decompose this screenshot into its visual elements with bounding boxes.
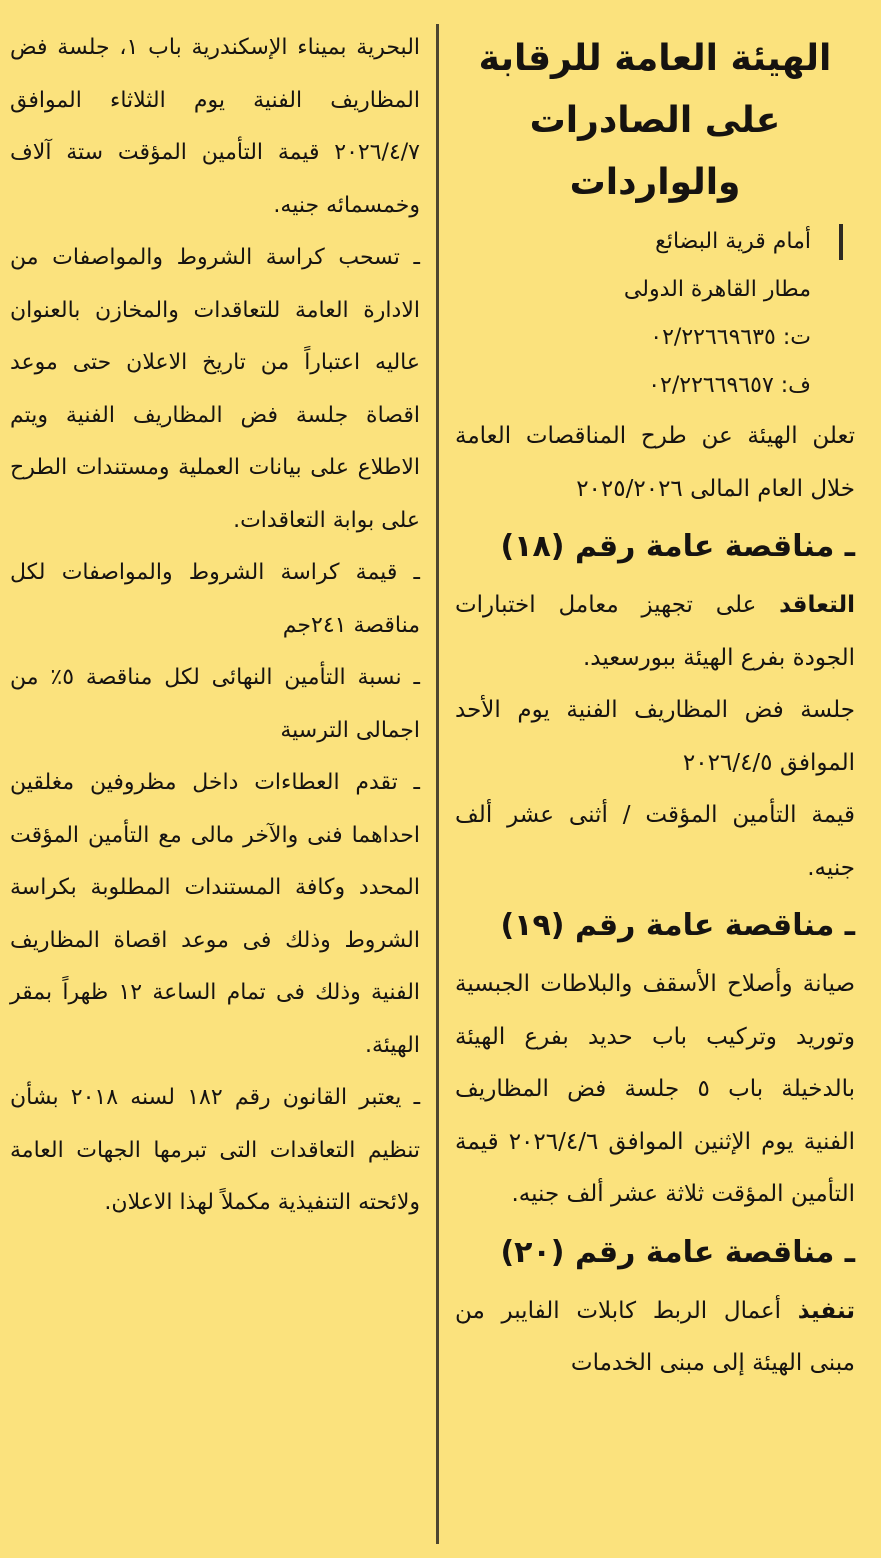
fax-line: ف: ٠٢/٢٢٦٦٩٦٥٧ [648,373,811,398]
law-reference-paragraph: ـ يعتبر القانون رقم ١٨٢ لسنه ٢٠١٨ بشأن تنظيم التعاقدات التى تبرمها الجهات العامة ولائحته التنفيذية مكملاً لهذا الاعلان. [10,1085,421,1215]
tender-18-heading: ـ مناقصة عامة رقم (١٨) [500,529,855,564]
authority-title [455,28,855,214]
bids-submission-paragraph: ـ تقدم العطاءات داخل مظروفين مغلقين احداهما فنى والآخر مالى مع التأمين المؤقت المحدد وكافة المستندات المطلوبة بكراسة الشروط وذلك فى موعد اقصاة المظاريف الفنية وذلك فى تمام الساعة ١٢ ظهراً بمقر الهيئة. [10,770,421,1058]
terms-booklet-paragraph: ـ تسحب كراسة الشروط والمواصفات من الادارة العامة للتعاقدات والمخازن بالعنوان عاليه اعتباراً من تاريخ الاعلان حتى موعد اقصاة جلسة فض المظاريف الفنية ويتم الاطلاع على بيانات العملية ومستندات الطرح على بوابة التعاقدات. [10,245,420,533]
tender-20-body-text: أعمال الربط كابلات الفايبر من مبنى الهيئة إلى مبنى الخدمات [455,1297,855,1376]
authority-title-line: الهيئة العامة للرقابة [478,38,832,79]
phone-line: ت: ٠٢/٢٢٦٦٩٦٣٥ [650,325,811,350]
left-column [0,0,434,1230]
contact-marker-bar [839,224,843,260]
authority-title-line: على الصادرات [529,100,781,141]
right-column [443,0,881,1390]
tender-18-lead: التعاقد [779,592,855,618]
tender-20-lead: تنفيذ [797,1297,855,1324]
tender-18-session: جلسة فض المظاريف الفنية يوم الأحد الموافق ٢٠٢٦/٤/٥ [455,697,855,776]
tender-18-subject-text: على تجهيز معامل اختبارات الجودة بفرع الهيئة ببورسعيد. [455,592,855,671]
column-divider [436,24,439,1544]
intro-paragraph: تعلن الهيئة عن طرح المناقصات العامة خلال العام المالى ٢٠٢٥/٢٠٢٦ [455,423,855,502]
address-line: مطار القاهرة الدولى [623,277,811,302]
booklet-price-paragraph: ـ قيمة كراسة الشروط والمواصفات لكل مناقصة ٢٤١جم [10,560,420,638]
final-insurance-paragraph: ـ نسبة التأمين النهائى لكل مناقصة ٥٪ من اجمالى الترسية [10,665,420,743]
authority-title-line: والواردات [569,162,741,203]
tender-18-insurance: قيمة التأمين المؤقت / أثنى عشر ألف جنيه. [455,802,855,881]
tender-18-subject [455,579,855,684]
address-line: أمام قرية البضائع [655,229,811,254]
tender-20-body [455,1285,855,1390]
tender-20-heading: ـ مناقصة عامة رقم (٢٠) [500,1234,855,1270]
tender-19-body: صيانة وأصلاح الأسقف والبلاطات الجبسية وتوريد وتركيب باب حديد بفرع الهيئة بالدخيلة باب ٥ جلسة فض المظاريف الفنية يوم الإثنين الموافق ٢٠٢٦/٤/٦ قيمة التأمين المؤقت ثلاثة عشر ألف جنيه. [455,971,856,1207]
continuation-paragraph: البحرية بميناء الإسكندرية باب ١، جلسة فض المظاريف الفنية يوم الثلاثاء الموافق ٢٠٢٦/٤/٧ قيمة التأمين المؤقت ستة آلاف وخمسمائه جنيه. [10,35,421,218]
contact-block [455,218,855,410]
tender-19-heading: ـ مناقصة عامة رقم (١٩) [500,908,855,943]
